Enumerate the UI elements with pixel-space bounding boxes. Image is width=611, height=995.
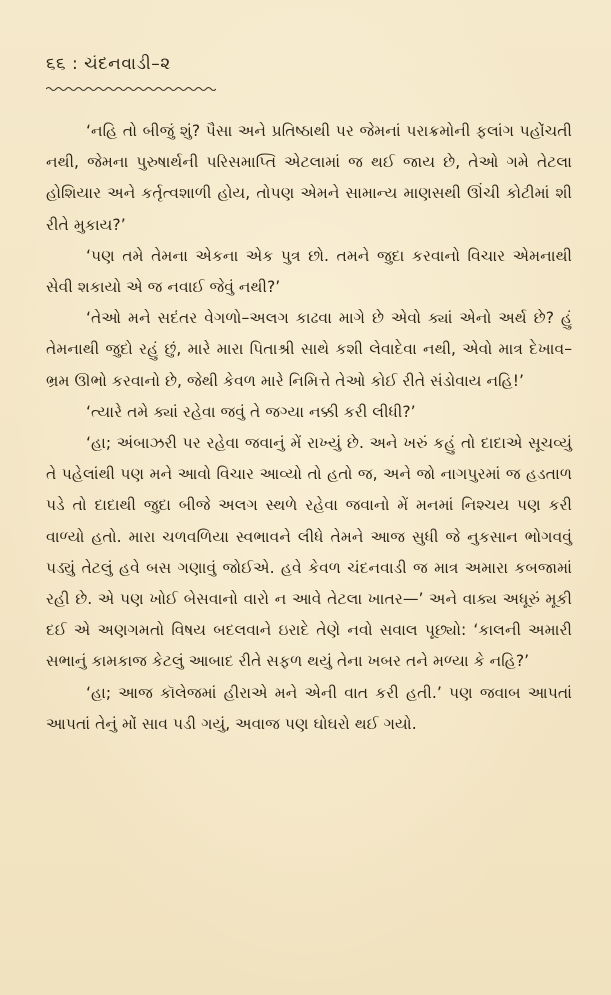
- paragraph: ‘નહિ તો બીજું શું? પૈસા અને પ્રતિષ્ઠાથી પર જેમનાં પરાક્રમોની ફલાંગ પહોંચતી નથી, જેમના પુરુષાર્થની પરિસમાપ્તિ એટલામાં જ થઈ જાય છે, તેઓ ગમે તેટલા હોશિયાર અને કર્તૃત્વશાળી હોય, તોપણ એમને સામાન્ય માણસથી ઊંચી કોટીમાં શી રીતે મુકાય?’: [46, 122, 572, 234]
- paragraph: ‘ત્યારે તમે ક્યાં રહેવા જવું તે જગ્યા નક્કી કરી લીધી?’: [86, 402, 416, 421]
- running-header: ૬૬ : ચંદનવાડી–૨: [46, 54, 171, 74]
- header-wavy-rule: [46, 86, 216, 92]
- paragraph: ‘હા; આજ કૉલેજમાં હીરાએ મને એની વાત કરી હતી.’ પણ જવાબ આપતાં આપતાં તેનું મોં સાવ પડી ગયું, અવાજ પણ ઘોઘરો થઈ ગયો.: [46, 683, 572, 733]
- paragraph: ‘હા; અંબાઝરી પર રહેવા જવાનું મેં રાખ્યું છે. અને ખરું કહું તો દાદાએ સૂચવ્યું તે પહેલાંથી પણ મને આવો વિચાર આવ્યો તો હતો જ, અને જો નાગપુરમાં જ હડતાળ પડે તો દાદાથી જુદા બીજે અલગ સ્થળે રહેવા જવાનો મેં મનમાં નિશ્ચય પણ કરી વાળ્યો હતો. મારા ચળવળિયા સ્વભાવને લીધે તેમને આજ સુધી જે નુકસાન ભોગવવું પડ્યું તેટલું હવે બસ ગણાવું જોઈએ. હવે કેવળ ચંદનવાડી જ માત્ર અમારા કબજામાં રહી છે. એ પણ ખોઈ બેસવાનો વારો ન આવે તેટલા ખાતર—’ અને વાક્ય અધૂરું મૂકી દઈ એ અણગમતો વિષય બદલવાને ઇરાદે તેણે નવો સવાલ પૂછ્યો: ‘કાલની અમારી સભાનું કામકાજ કેટલું આબાદ રીતે સફળ થયું તેના ખબર તને મળ્યા કે નહિ?’: [46, 434, 572, 671]
- paragraph: ‘પણ તમે તેમના એકના એક પુત્ર છો. તમને જુદા કરવાનો વિચાર એમનાથી સેવી શકાયો એ જ નવાઈ જેવું નથી?’: [46, 246, 572, 297]
- paragraph: ‘તેઓ મને સદંતર વેગળો–અલગ કાઢવા માગે છે એવો ક્યાં એનો અર્થ છે? હું તેમનાથી જુદો રહું છું, મારે મારા પિતાશ્રી સાથે કશી લેવાદેવા નથી, એવો માત્ર દેખાવ–ભ્રમ ઊભો કરવાનો છે, જેથી કેવળ મારે નિમિત્તે તેઓ કોઈ રીતે સંડોવાય નહિ!’: [46, 309, 572, 390]
- body-text: [46, 116, 572, 740]
